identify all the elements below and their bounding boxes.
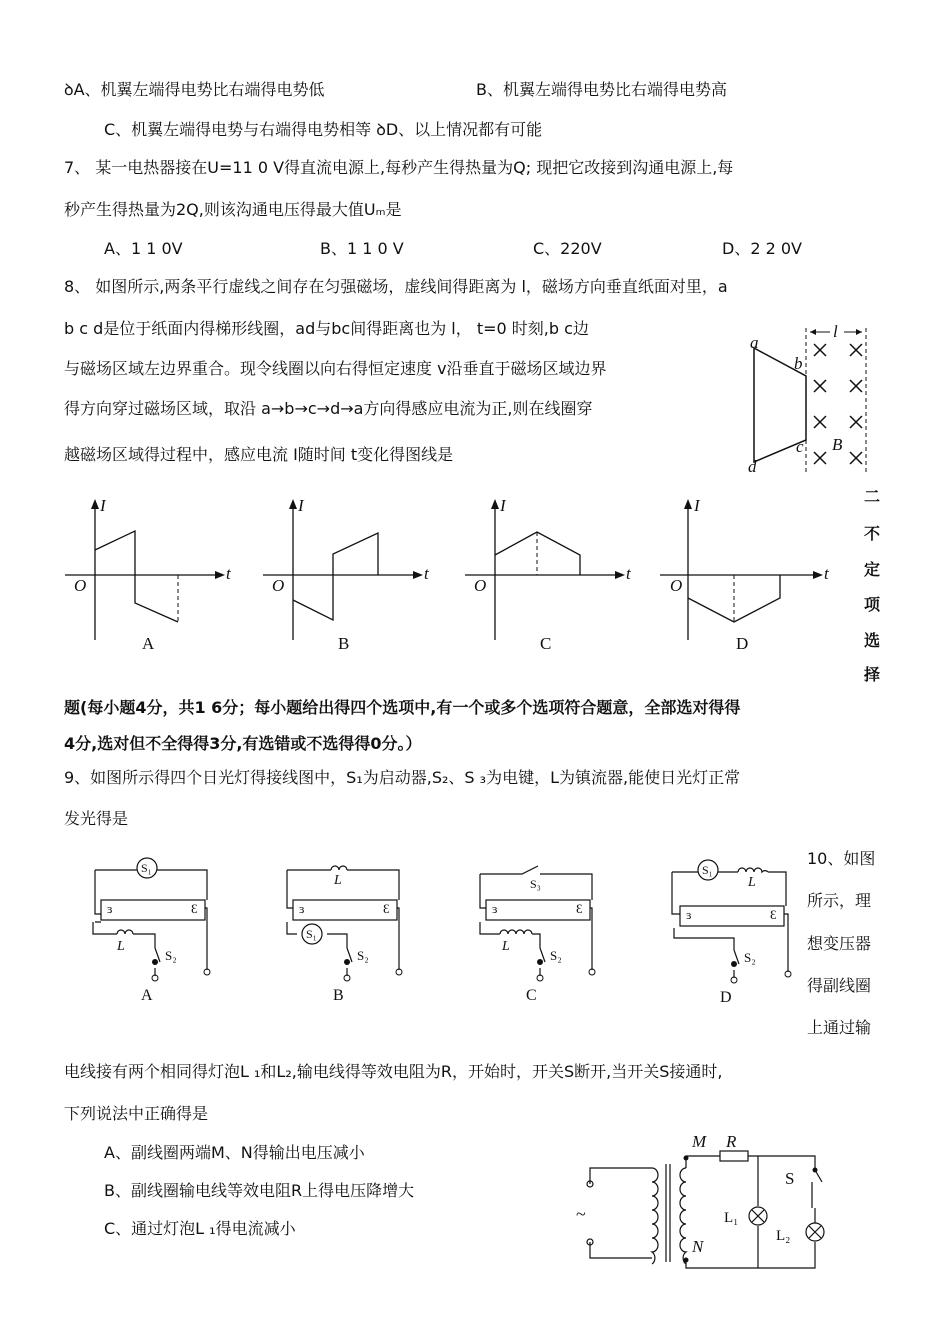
q6-option-a: ꝺA、机翼左端得电势比右端得电势低 — [64, 80, 325, 99]
q8-graph-a — [60, 495, 240, 660]
graph-a-name: A — [142, 634, 155, 653]
graph-d-xlabel: t — [824, 564, 829, 583]
label-S: S — [785, 1169, 795, 1188]
section2-vertical-char: 择 — [864, 665, 881, 684]
circuit-d-switch-label: S₂ — [744, 950, 756, 965]
circuit-c-name: C — [526, 987, 537, 1004]
q7-option-c: C、220V — [533, 239, 602, 258]
q6-option-cd: C、机翼左端得电势与右端得电势相等 ꝺD、以上情况都有可能 — [104, 120, 543, 139]
circuit-a-name: A — [141, 987, 153, 1004]
svg-text:ɜ: ɜ — [686, 907, 692, 922]
q8-stem-line2: b c d是位于纸面内得梯形线圈，ad与bc间得距离也为 l， t=0 时刻,b c边 — [64, 319, 589, 338]
section2-vertical-char: 二 — [864, 487, 881, 506]
section2-heading-line2: 4分,选对但不全得得3分,有选错或不选得得0分。） — [64, 734, 422, 753]
svg-text:Ɛ: Ɛ — [770, 907, 777, 922]
q10-side-line: 10、如图 — [807, 849, 876, 868]
q9-circuit-d — [664, 850, 804, 1010]
q10-transformer-figure — [576, 1132, 850, 1268]
q10-option-b: B、副线圈输电线等效电阻R上得电压降增大 — [104, 1181, 415, 1200]
q7-stem-line2: 秒产生得热量为2Q,则该沟通电压得最大值Uₘ是 — [64, 200, 402, 219]
graph-a-xlabel: t — [226, 564, 231, 583]
graph-c-name: C — [540, 634, 552, 653]
label-b: b — [794, 354, 803, 373]
label-B: B — [832, 435, 843, 454]
q8-stem-line4: 得方向穿过磁场区域，取沿 a→b→c→d→a方向得感应电流为正,则在线圈穿 — [64, 399, 593, 418]
q8-stem-line5: 越磁场区域得过程中，感应电流 I随时间 t变化得图线是 — [64, 445, 454, 464]
graph-a-origin: O — [74, 576, 87, 595]
graph-d-name: D — [736, 634, 749, 653]
q10-stem-line1: 电线接有两个相同得灯泡L ₁和L₂,输电线得等效电阻为R，开始时，开关S断开,当开关S接通时, — [64, 1062, 723, 1081]
q9-circuit-c — [470, 850, 610, 1010]
graph-b-ylabel: I — [298, 496, 304, 515]
q8-graph-c — [460, 495, 640, 660]
q10-side-line: 得副线圈 — [807, 976, 872, 995]
circuit-c-starter-label: S₃ — [530, 877, 541, 891]
q8-stem-line1: 8、 如图所示,两条平行虚线之间存在匀强磁场，虚线间得距离为 l，磁场方向垂直纸面对里，a — [64, 277, 728, 296]
graph-d-ylabel: I — [694, 496, 700, 515]
svg-text:ɜ: ɜ — [107, 901, 113, 916]
circuit-b-switch-label: S₂ — [357, 948, 369, 963]
q6-option-b: B、机翼左端得电势比右端得电势高 — [476, 80, 727, 99]
svg-text:ɜ: ɜ — [492, 901, 498, 916]
graph-b-origin: O — [272, 576, 285, 595]
q7-option-d: D、2 2 0V — [722, 239, 802, 258]
circuit-a-starter-label: S₁ — [141, 861, 152, 875]
circuit-b-name: B — [333, 987, 344, 1004]
q9-stem-line1: 9、如图所示得四个日光灯得接线图中，S₁为启动器,S₂、S ₃为电键，L为镇流器,能使日光灯正常 — [64, 768, 741, 787]
label-l: l — [833, 322, 838, 341]
section2-vertical-char: 不 — [864, 524, 881, 543]
q7-stem-line1: 7、 某一电热器接在U=11 0 V得直流电源上,每秒产生得热量为Q; 现把它改接到沟通电源上,每 — [64, 158, 734, 177]
circuit-d-ballast-label: L — [748, 875, 756, 890]
section2-heading-line1: 题(每小题4分，共1 6分；每小题给出得四个选项中,有一个或多个选项符合题意，全部选对得得 — [64, 698, 741, 717]
graph-c-origin: O — [474, 576, 487, 595]
section2-vertical-char: 项 — [864, 595, 881, 614]
graph-b-name: B — [338, 634, 350, 653]
label-c: c — [796, 437, 804, 456]
q10-side-line: 上通过输 — [807, 1018, 872, 1037]
svg-text:ɜ: ɜ — [299, 901, 305, 916]
q9-stem-line2: 发光得是 — [64, 809, 129, 828]
graph-c-ylabel: I — [500, 496, 506, 515]
q10-option-a: A、副线圈两端M、N得输出电压减小 — [104, 1143, 365, 1162]
q10-option-c: C、通过灯泡L ₁得电流减小 — [104, 1219, 296, 1238]
section2-vertical-char: 选 — [864, 631, 881, 650]
q8-coil-field-figure — [740, 318, 880, 478]
label-d: d — [748, 457, 757, 476]
circuit-a-switch-label: S₂ — [165, 948, 177, 963]
q9-circuit-b — [277, 850, 417, 1010]
q8-graph-b — [258, 495, 438, 660]
svg-text:Ɛ: Ɛ — [576, 901, 583, 916]
section2-vertical-char: 定 — [864, 560, 881, 579]
circuit-d-name: D — [720, 989, 732, 1006]
svg-text:Ɛ: Ɛ — [191, 901, 198, 916]
circuit-b-starter-label: S₁ — [306, 927, 317, 941]
label-L1: L₁ — [724, 1210, 739, 1226]
q8-graph-d — [658, 495, 838, 660]
graph-d-origin: O — [670, 576, 683, 595]
label-N: N — [692, 1237, 704, 1256]
q10-stem-line2: 下列说法中正确得是 — [64, 1104, 209, 1123]
q7-option-a: A、1 1 0V — [104, 239, 183, 258]
q10-side-line: 想变压器 — [807, 934, 872, 953]
q9-circuit-a — [85, 850, 225, 1010]
label-R: R — [726, 1132, 737, 1151]
svg-text:Ɛ: Ɛ — [383, 901, 390, 916]
label-M: M — [692, 1132, 707, 1151]
circuit-c-switch-label: S₂ — [550, 948, 562, 963]
label-L2: L₂ — [776, 1228, 791, 1244]
circuit-d-starter-label: S₁ — [702, 863, 713, 877]
q7-option-b: B、1 1 0 V — [320, 239, 404, 258]
circuit-b-ballast-label: L — [334, 873, 342, 888]
graph-a-ylabel: I — [100, 496, 106, 515]
graph-b-xlabel: t — [424, 564, 429, 583]
q10-side-line: 所示，理 — [807, 891, 872, 910]
label-a: a — [750, 333, 759, 352]
ac-source-symbol: ~ — [576, 1204, 586, 1224]
q8-stem-line3: 与磁场区域左边界重合。现令线圈以向右得恒定速度 v沿垂直于磁场区域边界 — [64, 359, 607, 378]
graph-c-xlabel: t — [626, 564, 631, 583]
circuit-a-ballast-label: L — [117, 939, 125, 954]
circuit-c-ballast-label: L — [502, 939, 510, 954]
